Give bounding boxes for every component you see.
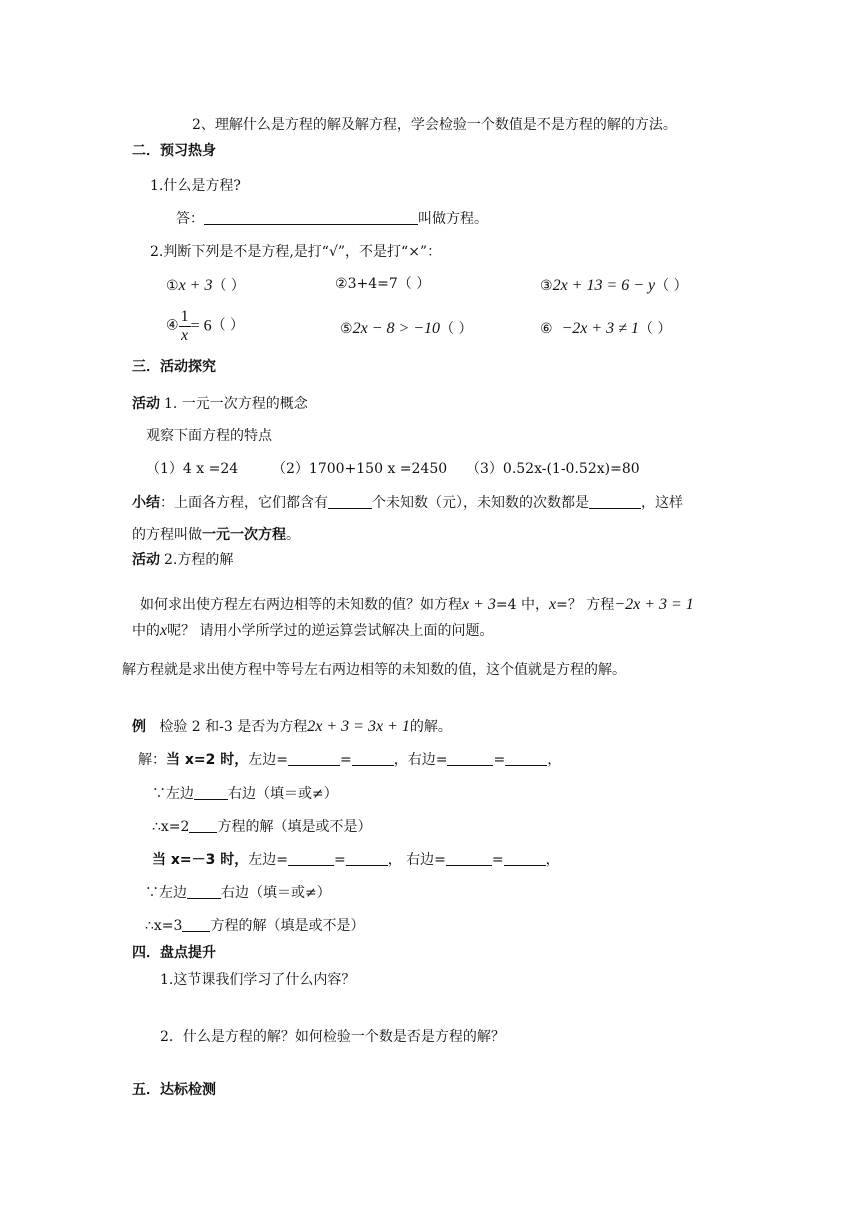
item-number: ⑥ — [540, 321, 553, 337]
equals: = — [491, 852, 504, 868]
item-paren[interactable]: （ ） — [211, 317, 245, 334]
item-paren[interactable]: （ ） — [655, 278, 688, 294]
summary-text: 的方程叫做 — [132, 527, 202, 543]
relation-blank-2[interactable] — [187, 884, 221, 899]
summary-text: 个未知数（元），未知数的次数都是 — [372, 495, 589, 511]
item-paren[interactable]: （ ） — [440, 321, 473, 337]
left-blank-4[interactable] — [346, 851, 388, 866]
because-text: ∵左边 — [152, 786, 194, 802]
item-2 — [335, 276, 430, 293]
equation-3: （3）0.52x-(1-0.52x)=80 — [466, 461, 640, 477]
activity-text: 2.方程的解 — [164, 552, 234, 568]
solution-label: 解： — [138, 752, 166, 768]
variable-x: x — [549, 596, 557, 613]
item-expression: 2x − 8 > −10 — [352, 320, 441, 337]
item-5 — [340, 319, 473, 338]
equals: = — [339, 752, 352, 768]
activity-2 — [132, 552, 233, 569]
summary-line-1 — [132, 494, 683, 512]
left-blank-2[interactable] — [352, 751, 394, 766]
right-blank-4[interactable] — [504, 851, 546, 866]
item-number: ③ — [540, 278, 553, 294]
review-question-2: 2．什么是方程的解？如何检验一个数是否是方程的解？ — [160, 1029, 505, 1045]
because-1 — [152, 785, 338, 803]
equation-1: （1）4 x =24 — [146, 461, 239, 477]
because-text: 右边（填＝或≠） — [228, 786, 338, 802]
item-number: ④ — [166, 317, 179, 334]
left-side-label: 左边= — [248, 752, 288, 768]
item-1 — [166, 276, 245, 295]
observe-text: 观察下面方程的特点 — [146, 428, 272, 444]
section-4-title: 四．盘点提升 — [132, 945, 216, 961]
because-text: ∵左边 — [145, 885, 187, 901]
therefore-text: 方程的解（填是或不是） — [210, 918, 365, 934]
case-condition: 当 x=－3 时， — [152, 852, 249, 868]
item-6 — [540, 319, 671, 338]
because-2 — [145, 884, 331, 902]
left-blank-3[interactable] — [288, 851, 334, 866]
section-3-title: 三．活动探究 — [132, 359, 216, 375]
objective-2: 2、理解什么是方程的解及解方程，学会检验一个数值是不是方程的解的方法。 — [192, 117, 677, 133]
item-4 — [166, 308, 244, 344]
item-paren[interactable]: （ ） — [638, 321, 672, 337]
left-blank-1[interactable] — [288, 751, 340, 766]
item-expression: −2x + 3 ≠ 1 — [561, 320, 639, 337]
degree-blank[interactable] — [589, 494, 641, 509]
fraction-denominator: x — [181, 326, 189, 344]
example-text: 检验 2 和-3 是否为方程 — [159, 719, 308, 735]
left-side-label: 左边= — [248, 852, 288, 868]
example-label: 例 — [132, 719, 146, 735]
example-line — [132, 717, 452, 736]
fraction-numerator: 1 — [180, 308, 189, 325]
question-text: 呢？ 请用小学所学过的逆运算尝试解决上面的问题。 — [167, 623, 494, 639]
activity-text: 1. 一元一次方程的概念 — [164, 396, 308, 412]
variable-x: x — [160, 622, 168, 639]
item-paren[interactable]: （ ） — [397, 276, 431, 292]
therefore-2 — [145, 917, 364, 935]
unknowns-blank[interactable] — [328, 494, 372, 509]
because-text: 右边（填＝或≠） — [221, 885, 331, 901]
activity-label: 活动 — [132, 552, 160, 568]
question-text: =4 中， — [495, 597, 549, 613]
item-number: ② — [335, 276, 348, 292]
relation-blank-1[interactable] — [194, 785, 228, 800]
comma: ， — [545, 852, 560, 868]
question-line-1 — [140, 595, 694, 614]
right-blank-2[interactable] — [505, 751, 547, 766]
right-blank-1[interactable] — [447, 751, 493, 766]
item-3 — [540, 276, 688, 295]
fraction — [179, 308, 191, 344]
therefore-1 — [152, 818, 371, 836]
answer-line — [176, 210, 488, 228]
review-question-1: 1.这节课我们学习了什么内容？ — [160, 972, 356, 988]
summary-text: ，这样 — [641, 495, 683, 511]
activity-label: 活动 — [132, 396, 160, 412]
question-1: 1.什么是方程? — [150, 178, 241, 194]
case-condition: 当 x=2 时， — [166, 752, 249, 768]
solution-case-1 — [138, 751, 561, 769]
summary-label: 小结 — [132, 495, 160, 511]
judgement-blank-1[interactable] — [189, 818, 217, 833]
definition: 解方程就是求出使方程中等号左右两边相等的未知数的值，这个值就是方程的解。 — [122, 662, 626, 678]
activity-1 — [132, 396, 308, 413]
question-text: =？ 方程 — [556, 597, 615, 613]
item-number: ⑤ — [340, 321, 353, 337]
summary-text: 。 — [286, 527, 300, 543]
therefore-text: ∴x=3 — [145, 918, 183, 934]
item-paren[interactable]: （ ） — [212, 278, 245, 294]
item-expression: x + 3 — [178, 277, 213, 294]
solution-case-2 — [152, 851, 560, 869]
comma: ， — [547, 752, 562, 768]
section-5-title: 五．达标检测 — [132, 1082, 216, 1098]
therefore-text: ∴x=2 — [152, 819, 190, 835]
right-side-label: ，右边= — [393, 752, 448, 768]
equation-2: （2）1700+150 x =2450 — [272, 461, 448, 477]
term-linear-equation: 一元一次方程 — [202, 527, 286, 543]
answer-blank[interactable] — [204, 210, 418, 225]
summary-line-2 — [132, 527, 300, 544]
example-text: 的解。 — [409, 719, 452, 735]
equals: = — [493, 752, 506, 768]
judgement-blank-2[interactable] — [182, 917, 210, 932]
question-line-2 — [132, 621, 494, 640]
example-equation: 2x + 3 = 3x + 1 — [307, 718, 410, 735]
question-text: 如何求出使方程左右两边相等的未知数的值？如方程 — [140, 597, 462, 613]
right-side-label: ， 右边= — [387, 852, 446, 868]
answer-suffix: 叫做方程。 — [418, 211, 488, 227]
answer-prefix: 答： — [176, 211, 204, 227]
equals: = — [333, 852, 346, 868]
item-expression: 3+4=7 — [347, 276, 398, 292]
summary-text: ：上面各方程，它们都含有 — [160, 495, 328, 511]
item-expression: 2x + 13 = 6 − y — [552, 277, 656, 294]
question-text: 中的 — [132, 623, 160, 639]
right-blank-3[interactable] — [446, 851, 492, 866]
item-number: ① — [166, 278, 179, 294]
item-expression: = 6 — [190, 317, 212, 335]
expression: −2x + 3 = 1 — [614, 596, 694, 613]
therefore-text: 方程的解（填是或不是） — [217, 819, 372, 835]
expression: x + 3 — [462, 596, 496, 613]
section-2-title: 二．预习热身 — [132, 143, 216, 159]
question-2: 2.判断下列是不是方程,是打“√”，不是打“×”： — [150, 244, 442, 260]
